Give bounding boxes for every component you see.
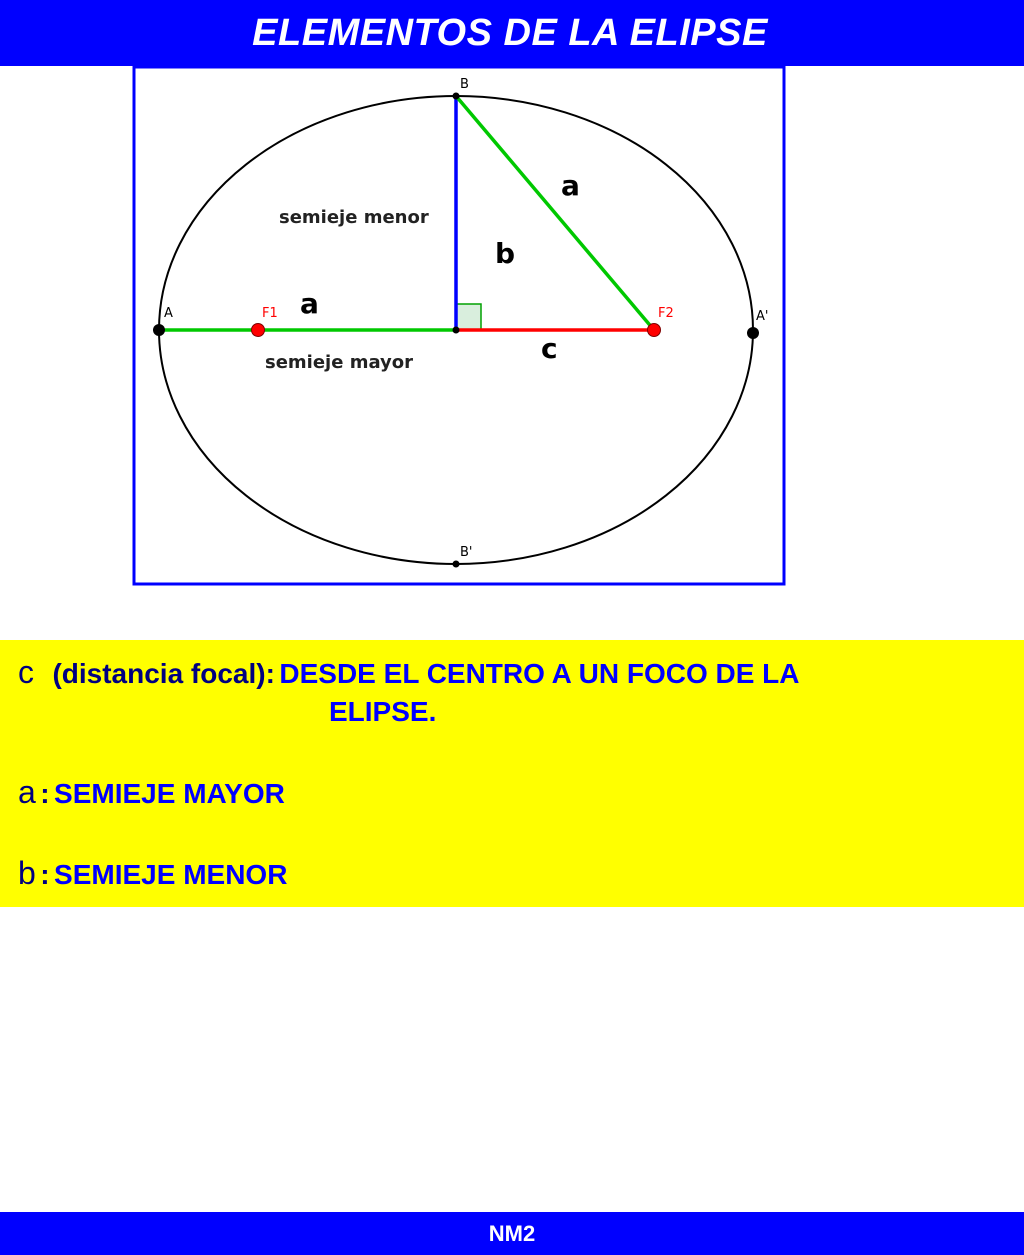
label-segment-a-hypotenuse: a: [561, 169, 580, 202]
label-segment-b: b: [495, 237, 516, 270]
definition-a: [18, 774, 285, 811]
label-b-prime: B': [460, 545, 473, 560]
definition-c-symbol: c: [18, 654, 34, 690]
label-f2: F2: [658, 306, 674, 321]
definitions-panel: [0, 640, 1024, 907]
label-a-prime: A': [756, 309, 769, 324]
slide-title: ELEMENTOS DE LA ELIPSE: [252, 11, 768, 54]
label-semieje-mayor: semieje mayor: [265, 352, 414, 373]
definition-b-value: SEMIEJE MENOR: [54, 859, 288, 890]
point-f2: [648, 324, 661, 337]
label-semieje-menor: semieje menor: [279, 207, 429, 228]
footer-bar: [0, 1212, 1024, 1255]
point-center: [453, 327, 460, 334]
right-angle-marker: [456, 304, 481, 330]
definition-c-value-continued: ELIPSE.: [329, 696, 437, 727]
point-b-prime: [453, 561, 460, 568]
ellipse-diagram: [0, 0, 1024, 600]
point-b: [453, 93, 460, 100]
definition-b-separator: :: [40, 859, 50, 890]
label-b: B: [460, 77, 469, 92]
label-segment-a-axis: a: [300, 287, 319, 320]
point-a: [153, 324, 165, 336]
definition-b-symbol: b: [18, 855, 36, 891]
footer-label: NM2: [488, 1220, 536, 1246]
definition-a-symbol: a: [18, 774, 36, 810]
definition-a-separator: :: [40, 778, 50, 809]
label-f1: F1: [262, 306, 278, 321]
definition-b: [18, 855, 287, 892]
label-segment-c: c: [541, 332, 558, 365]
definition-a-value: SEMIEJE MAYOR: [54, 778, 285, 809]
point-f1: [252, 324, 265, 337]
label-a: A: [164, 306, 173, 321]
definition-c-term: (distancia focal):: [52, 658, 275, 689]
point-a-prime: [747, 327, 759, 339]
definition-c-value: DESDE EL CENTRO A UN FOCO DE LA: [279, 658, 800, 689]
definition-c: [18, 654, 800, 691]
